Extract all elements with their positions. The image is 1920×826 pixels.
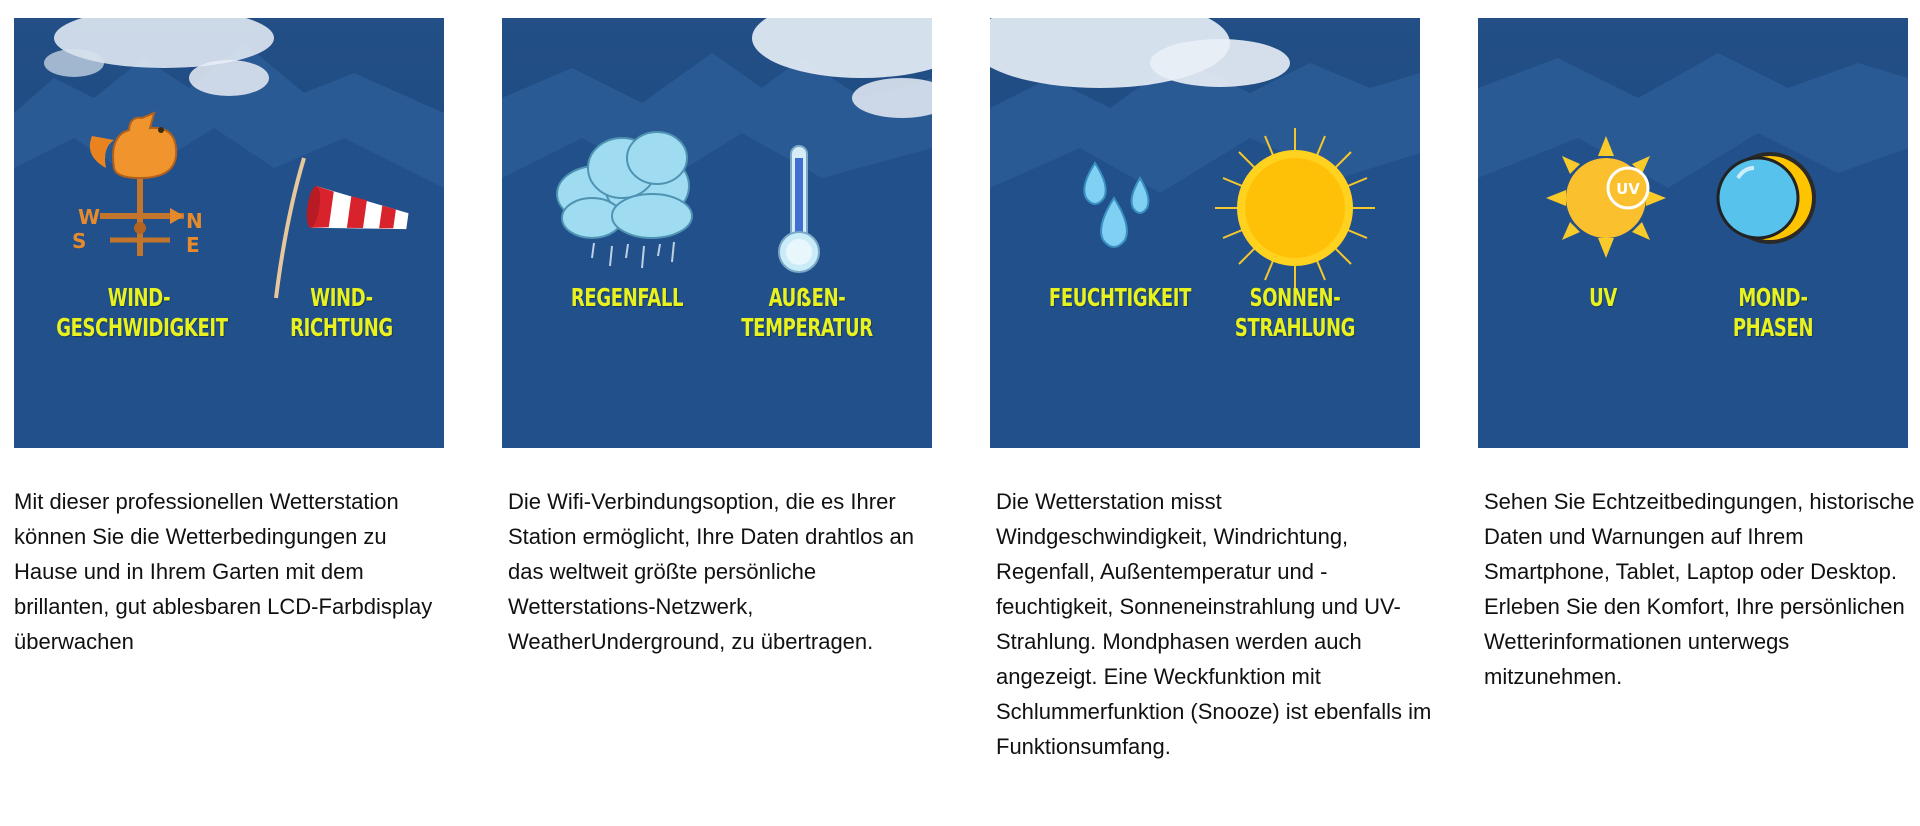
label-wind-speed: WIND- GESCHWIDIGKEIT: [56, 283, 228, 342]
feature-card-humidity-solar: [990, 18, 1432, 764]
label-humidity: FEUCHTIGKEIT: [1048, 283, 1192, 312]
vane-letter-n: N: [186, 209, 203, 233]
label-moon-phases: MOND-PHASEN: [1732, 283, 1814, 342]
vane-letter-e: E: [186, 233, 200, 257]
vane-letter-w: W: [78, 205, 101, 229]
label-rainfall: REGENFALL: [570, 283, 684, 312]
windsock-icon: [14, 18, 444, 448]
moon-phase-icon: [1478, 18, 1908, 448]
feature-card-wind: [14, 18, 444, 659]
feature-tile-rain-temp: [502, 18, 932, 448]
vane-letter-s: S: [72, 229, 87, 253]
feature-caption: Sehen Sie Echtzeitbedingungen, historische Daten und Warnungen auf Ihrem Smartphone, Tablet, Laptop oder Desktop. Erleben Sie den Komfort, Ihre persönlichen Wetterinformationen unterwegs mitzunehmen.: [1484, 489, 1915, 689]
label-outdoor-temperature: AUẞEN- TEMPERATUR: [741, 283, 873, 342]
uv-badge-text: UV: [1616, 180, 1640, 198]
label-solar-radiation: SONNEN- STRAHLUNG: [1234, 283, 1356, 342]
sun-icon: [990, 18, 1420, 448]
feature-tile-humidity-solar: [990, 18, 1420, 448]
feature-card-rain-temp: [502, 18, 932, 659]
feature-card-uv-moon: [1478, 18, 1915, 694]
feature-tile-uv-moon: [1478, 18, 1908, 448]
feature-caption: Die Wifi-Verbindungsoption, die es Ihrer Station ermöglicht, Ihre Daten drahtlos an das weltweit größte persönliche Wetterstations-Netzwerk, WeatherUnderground, zu übertragen.: [508, 489, 915, 654]
thermometer-icon: [502, 18, 932, 448]
feature-caption: Mit dieser professionellen Wetterstation können Sie die Wetterbedingungen zu Hause und in Ihrem Garten mit dem brillanten, gut ablesbaren LCD-Farbdisplay überwachen: [14, 489, 433, 654]
label-uv: UV: [1589, 283, 1617, 312]
feature-caption: Die Wetterstation misst Windgeschwindigkeit, Windrichtung, Regenfall, Außentemperatur und -feuchtigkeit, Sonneneinstrahlung und UV-Strahlung. Mondphasen werden auch angezeigt. Eine Weckfunktion mit Schlummerfunktion (Snooze) ist ebenfalls im Funktionsumfang.: [996, 489, 1432, 759]
label-wind-direction: WIND- RICHTUNG: [290, 283, 393, 342]
feature-tile-wind: [14, 18, 444, 448]
